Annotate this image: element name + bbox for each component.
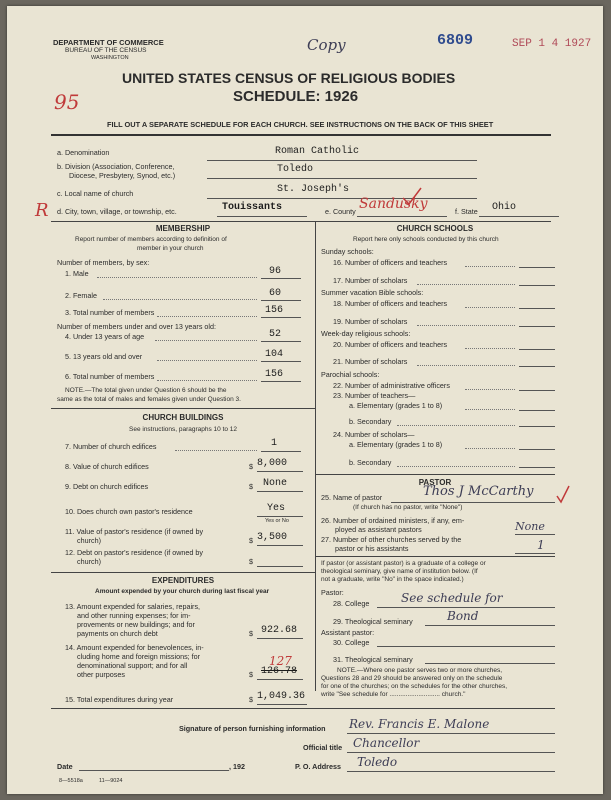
membership-title: MEMBERSHIP <box>155 224 211 233</box>
q13-label-1: 13. Amount expended for salaries, repairs, <box>65 602 201 611</box>
city-line <box>217 216 307 217</box>
division-line <box>207 178 477 179</box>
red-mark-95: 95 <box>54 90 80 114</box>
county-line <box>357 216 447 217</box>
q3-value: 156 <box>265 305 284 316</box>
form-subtitle: SCHEDULE: 1926 <box>233 88 359 105</box>
q17-label: 17. Number of scholars <box>333 276 408 285</box>
header-rule <box>51 134 551 136</box>
buildings-title: CHURCH BUILDINGS <box>142 413 224 422</box>
date-year: , 192 <box>229 762 245 771</box>
instruction-line: FILL OUT A SEPARATE SCHEDULE FOR EACH CHURCH. SEE INSTRUCTIONS ON THE BACK OF THIS SHEET <box>107 120 494 129</box>
pastor-note-2: Questions 28 and 29 should be answered only on the schedule <box>321 675 503 682</box>
denomination-label: a. Denomination <box>57 148 110 157</box>
q10-value: Yes <box>267 503 286 514</box>
city-value: Touissants <box>222 202 283 213</box>
division-value: Toledo <box>277 164 314 175</box>
q23b-label: b. Secondary <box>349 417 392 426</box>
q28-label: 28. College <box>333 599 370 608</box>
q2-value: 60 <box>269 288 282 299</box>
q14-label-1: 14. Amount expended for benevolences, in- <box>65 643 204 652</box>
q1-value: 96 <box>269 266 282 277</box>
q24-label: 24. Number of scholars— <box>333 430 415 439</box>
parochial-label: Parochial schools: <box>321 370 380 379</box>
q9-value: None <box>263 478 288 489</box>
q3-label: 3. Total number of members <box>65 308 155 317</box>
form-code-2: 11—9024 <box>99 778 123 784</box>
q11-label-1: 11. Value of pastor's residence (if owned by <box>65 527 204 536</box>
signature-value: Rev. Francis E. Malone <box>349 717 490 731</box>
local-name-line <box>207 198 477 199</box>
q23-label: 23. Number of teachers— <box>333 391 416 400</box>
date-stamp: SEP 1 4 1927 <box>512 38 592 50</box>
division-label-2: Diocese, Presbytery, Synod, etc.) <box>69 171 176 180</box>
q5-label: 5. 13 years old and over <box>65 352 143 361</box>
q18-label: 18. Number of officers and teachers <box>333 299 448 308</box>
pastor-note-3: for one of the churches; on the schedules for the other churches, <box>321 683 508 690</box>
q25-note: (If church has no pastor, write "None") <box>353 504 463 511</box>
official-title-label: Official title <box>303 743 343 752</box>
q5-value: 104 <box>265 349 284 360</box>
expenditures-intro: Amount expended by your church during last fiscal year <box>95 588 270 595</box>
graduate-instr-3: not a graduate, write "No" in the space indicated.) <box>321 576 464 583</box>
by-sex-label: Number of members, by sex: <box>57 258 150 267</box>
q29-label: 29. Theological seminary <box>333 617 413 626</box>
q7-label: 7. Number of church edifices <box>65 442 157 451</box>
column-divider <box>315 221 316 691</box>
membership-note-2: same as the total of males and females given under Question 3. <box>57 396 241 403</box>
sunday-label: Sunday schools: <box>321 247 374 256</box>
q24b-label: b. Secondary <box>349 458 392 467</box>
q14-label-3: denominational support; and for all <box>77 661 188 670</box>
pastor-note-4: write "See schedule for ............................ church." <box>321 691 466 698</box>
date-label: Date <box>57 762 73 771</box>
department-label: DEPARTMENT OF COMMERCE <box>53 38 164 47</box>
q26-value: None <box>515 520 545 533</box>
schedule-number: 6809 <box>437 32 474 49</box>
division-label-1: b. Division (Association, Conference, <box>57 162 175 171</box>
official-title-value: Chancellor <box>353 736 420 750</box>
q27-label-2: pastor or his assistants <box>335 544 409 553</box>
q6-value: 156 <box>265 369 284 380</box>
q31-label: 31. Theological seminary <box>333 655 413 664</box>
po-address-label: P. O. Address <box>295 762 341 771</box>
county-label: e. County <box>325 207 356 216</box>
q19-label: 19. Number of scholars <box>333 317 408 326</box>
q11-value: 3,500 <box>257 532 288 543</box>
red-check-icon <box>555 484 571 506</box>
yes-no-hint: Yes or No <box>265 518 289 524</box>
q14-value: 126.78 <box>261 666 298 677</box>
q15-label: 15. Total expenditures during year <box>65 695 174 704</box>
local-name-label: c. Local name of church <box>57 189 134 198</box>
footer-rule <box>51 708 555 709</box>
q10-label: 10. Does church own pastor's residence <box>65 507 193 516</box>
q25-label: 25. Name of pastor <box>321 493 383 502</box>
schools-title: CHURCH SCHOOLS <box>396 224 474 233</box>
county-value: Sandusky <box>359 196 428 212</box>
q14-label-2: cluding home and foreign missions; for <box>77 652 201 661</box>
po-address-value: Toledo <box>357 755 398 769</box>
q6-label: 6. Total number of members <box>65 372 155 381</box>
red-check-icon <box>401 186 423 206</box>
graduate-instr-2: theological seminary, give name of institution below. (If <box>321 568 478 575</box>
pastor-sub-label: Pastor: <box>321 588 344 597</box>
q30-label: 30. College <box>333 638 370 647</box>
pastor-title: PASTOR <box>418 478 452 487</box>
q15-value: 1,049.36 <box>257 691 306 702</box>
state-value: Ohio <box>492 202 517 213</box>
membership-intro-2: member in your church <box>137 245 204 252</box>
q27-label-1: 27. Number of other churches served by the <box>321 535 462 544</box>
age-intro-label: Number of members under and over 13 years old: <box>57 322 217 331</box>
q27-value: 1 <box>537 538 545 552</box>
q11-label-2: church) <box>77 536 101 545</box>
weekday-label: Week-day religious schools: <box>321 329 411 338</box>
form-title: UNITED STATES CENSUS OF RELIGIOUS BODIES <box>122 70 456 86</box>
q13-label-2: and other running expenses; for im- <box>77 611 191 620</box>
q14-handwritten-correction: 127 <box>269 654 292 668</box>
signature-label: Signature of person furnishing information <box>179 724 326 733</box>
q29-value: Bond <box>447 609 479 623</box>
q28-value: See schedule for <box>401 591 503 605</box>
q13-value: 922.68 <box>261 625 298 636</box>
copy-handwritten: Copy <box>307 36 346 54</box>
q26-label-2: ployed as assistant pastors <box>335 525 422 534</box>
q16-label: 16. Number of officers and teachers <box>333 258 448 267</box>
q9-label: 9. Debt on church edifices <box>65 482 149 491</box>
membership-intro-1: Report number of members according to definition of <box>75 236 227 243</box>
red-mark-r: R <box>35 200 49 221</box>
q1-label: 1. Male <box>65 269 89 278</box>
q24a-label: a. Elementary (grades 1 to 8) <box>349 440 443 449</box>
bureau-label: BUREAU OF THE CENSUS <box>65 47 147 54</box>
local-name-value: St. Joseph's <box>277 184 350 195</box>
pastor-note-1: NOTE.—Where one pastor serves two or more churches, <box>337 667 503 674</box>
assistant-pastor-label: Assistant pastor: <box>321 628 375 637</box>
q20-label: 20. Number of officers and teachers <box>333 340 448 349</box>
q4-label: 4. Under 13 years of age <box>65 332 145 341</box>
graduate-instr-1: If pastor (or assistant pastor) is a graduate of a college or <box>321 560 486 567</box>
denomination-line <box>207 160 477 161</box>
denomination-value: Roman Catholic <box>275 146 360 157</box>
q8-label: 8. Value of church edifices <box>65 462 149 471</box>
schools-intro: Report here only schools conducted by this church <box>353 236 499 243</box>
q22-label: 22. Number of administrative officers <box>333 381 450 390</box>
summer-label: Summer vacation Bible schools: <box>321 288 424 297</box>
q23a-label: a. Elementary (grades 1 to 8) <box>349 401 443 410</box>
state-line <box>479 216 559 217</box>
q21-label: 21. Number of scholars <box>333 357 408 366</box>
q13-label-4: payments on church debt <box>77 629 158 638</box>
q4-value: 52 <box>269 329 282 340</box>
form-code-1: 8—5518a <box>59 778 83 784</box>
q14-label-4: other purposes <box>77 670 125 679</box>
q2-label: 2. Female <box>65 291 97 300</box>
sections-top-rule <box>51 221 551 222</box>
buildings-intro: See instructions, paragraphs 10 to 12 <box>129 426 238 433</box>
state-label: f. State <box>455 207 478 216</box>
q12-label-2: church) <box>77 557 101 566</box>
census-schedule-sheet: DEPARTMENT OF COMMERCE BUREAU OF THE CENSUS WASHINGTON Copy 6809 SEP 1 4 1927 UNITED STATES CENSUS OF RELIGIOUS BODIES SCHEDULE: 1926 95 FILL OUT A SEPARATE SCHEDULE FOR EACH CHURCH. SEE INSTRUCTIONS ON THE BACK OF THIS SHEET a. Denomination Roman Catholic b. Division (Association, Conference, Diocese, Presbytery, Synod, etc.) Toledo c. Local name of church St. Joseph's R d. City, town, village, or township, etc. Touissants e. County Sandusky f. State Ohio MEMBERSHIP Report number of members according to definition of member in your church Number of members, by sex: 1. Male 96 2. Female 60 3. Total number of members 156 Number of members under and over 13 years old: 4. Under 13 years of age 52 5. 13 years old and over 104 6. Total number of members 156 NOTE.—The total given under Question 6 should be the same as the total of males and females given under Question 3. CHURCH BUILDINGS See instructions, paragraphs 10 to 12 7. Number of church edifices 1 8. Value of church edifices $ 8,000 9. Debt on church edifices $ None 10. Does church own pastor's residence Yes Yes or No 11. Value of pastor's residence (if owned by church) $ 3,500 12. Debt on pastor's residence (if owned by church) $ EXPENDITURES Amount expended by your church during last fiscal year 13. Amount expended for salaries, repairs, and other running expenses; for im- provements or new buildings; and for payments on church debt $ 922.68 14. Amount expended for benevolences, in- cluding home and foreign missions; for denominational support; and for all other purposes 127 $ 126.78 15. Total expenditures during year $ 1,049.36 CHURCH SCHOOLS Report here only schools conducted by this church Sunday schools: 16. Number of officers and teachers 17. Number of scholars Summer vacation Bible schools: 18. Number of officers and teachers 19. Number of scholars Week-day religious schools: 20. Number of officers and teachers 21. Number of scholars Parochial schools: 22. Number of administrative officers 23. Number of teachers— a. Elementary (grades 1 to 8) b. Secondary 24. Number of scholars— a. Elementary (grades 1 to 8) b. Secondary PASTOR 25. Name of pastor Thos J McCarthy (If church has no pastor, write "None") 26. Number of ordained ministers, if any, em- ployed as assistant pastors None 27. Number of other churches served by the pastor or his assistants 1 If pastor (or assistant pastor) is a graduate of a college or theological seminary, give name of institution below. (If not a graduate, write "No" in the space indicated.) Pastor: 28. College See schedule for 29. Theological seminary Bond Assistant pastor: 30. College 31. Theological seminary NOTE.—Where one pastor serves two or more churches, Questions 28 and 29 should be answered only on the schedule for one of the churches; on the schedules for the other churches, write "See schedule for ............................ church." Signature of person furnishing information Rev. Francis E. Malone Official title Chancellor Date , 192 P. O. Address Toledo 8—5518a 11—9024 <box>7 6 603 794</box>
q12-label-1: 12. Debt on pastor's residence (if owned by <box>65 548 204 557</box>
q25-value: Thos J McCarthy <box>423 484 534 499</box>
q8-value: 8,000 <box>257 458 288 469</box>
q26-label-1: 26. Number of ordained ministers, if any, em- <box>321 516 465 525</box>
q13-label-3: provements or new buildings; and for <box>77 620 195 629</box>
q7-value: 1 <box>271 438 278 449</box>
city-label: WASHINGTON <box>91 55 129 61</box>
expenditures-title: EXPENDITURES <box>151 576 215 585</box>
city-label-d: d. City, town, village, or township, etc. <box>57 207 177 216</box>
membership-note-1: NOTE.—The total given under Question 6 should be the <box>65 387 227 394</box>
